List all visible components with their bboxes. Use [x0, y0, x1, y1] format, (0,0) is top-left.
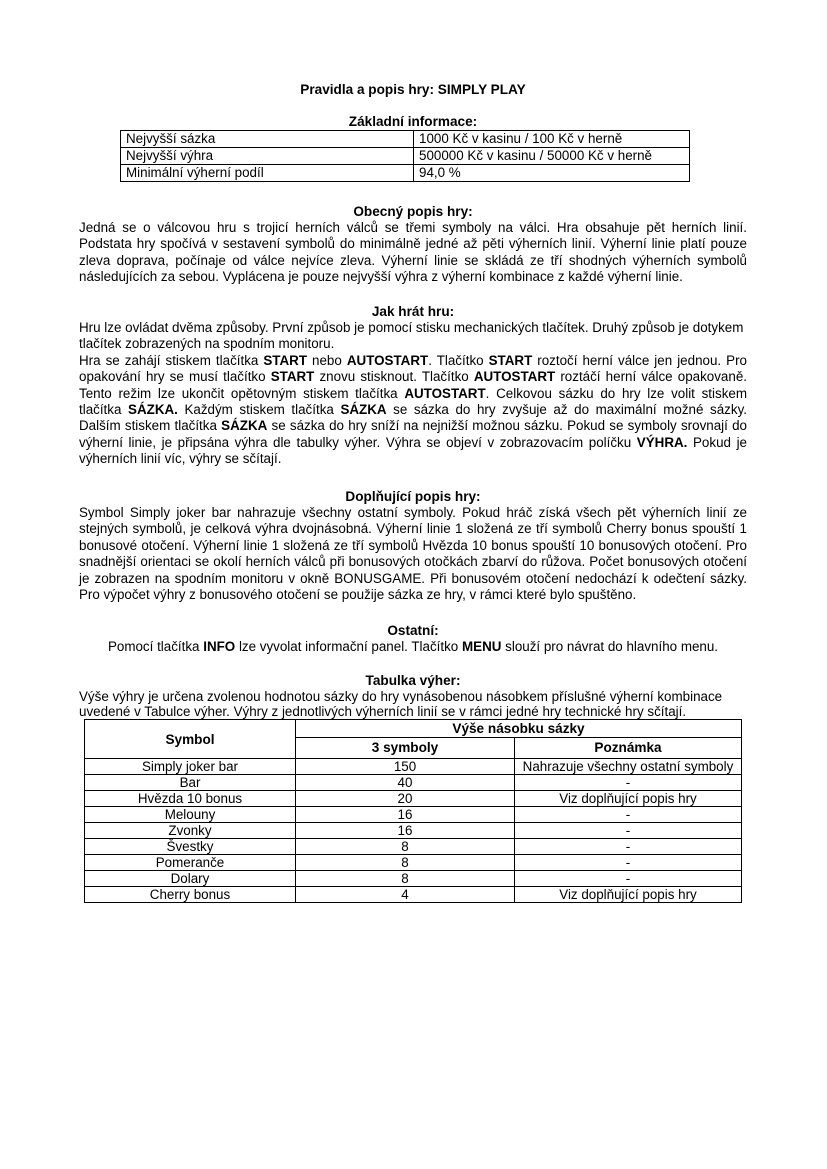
note-cell: - — [515, 839, 742, 855]
text: nebo — [307, 352, 347, 368]
multiplier-cell: 8 — [296, 855, 515, 871]
note-cell: Viz doplňující popis hry — [515, 887, 742, 903]
text: Hra se zahájí stiskem tlačítka — [79, 352, 264, 368]
text: roztáčí herní válce opakovaně. Tento režim lze ukončit opětovným stiskem tlačítka — [79, 369, 747, 401]
table-row — [85, 887, 742, 903]
note-cell: - — [515, 775, 742, 791]
table-row — [85, 871, 742, 887]
symbol-cell: Melouny — [85, 807, 296, 823]
table-row — [85, 839, 742, 855]
table-row — [85, 855, 742, 871]
how-to-play-paragraph-2 — [79, 353, 747, 468]
how-to-play-heading: Jak hrát hru: — [371, 304, 455, 319]
table-row — [85, 807, 742, 823]
note-cell: Viz doplňující popis hry — [515, 791, 742, 807]
document-title: Pravidla a popis hry: SIMPLY PLAY — [300, 82, 526, 97]
supplementary-section — [79, 489, 747, 603]
general-text: Jedná se o válcovou hru s trojicí herních válců se třemi symboly na válci. Hra obsahuje pět herních linií. Podstata hry spočívá v sestavení symbolů do minimálně jedné až pěti výherních linií. Výherní linie platí pouze zleva doprava, počínaje od válce nejvíce zleva. Výherní linie se skládá ze tří shodných výherních symbolů následujících za sebou. Vyplácena je pouze nejvyšší výhra z výherní kombinace z každé výherní linie. — [79, 220, 747, 285]
symbol-cell: Švestky — [85, 839, 296, 855]
info-keyword: INFO — [203, 639, 236, 654]
symbol-cell: Bar — [85, 775, 296, 791]
autostart-keyword: AUTOSTART — [404, 385, 486, 401]
multiplier-cell: 8 — [296, 839, 515, 855]
sazka-keyword: SÁZKA — [340, 402, 387, 418]
sazka-keyword: SÁZKA — [221, 418, 268, 434]
info-value: 1000 Kč v kasinu / 100 Kč v herně — [414, 131, 690, 148]
multiplier-cell: 16 — [296, 823, 515, 839]
table-row — [85, 791, 742, 807]
supplementary-heading: Doplňující popis hry: — [345, 489, 481, 504]
info-value: 94,0 % — [414, 165, 690, 182]
note-cell: - — [515, 807, 742, 823]
symbol-cell: Hvězda 10 bonus — [85, 791, 296, 807]
multiplier-cell: 4 — [296, 887, 515, 903]
symbol-cell: Simply joker bar — [85, 759, 296, 775]
text: znovu stisknout. Tlačítko — [314, 369, 474, 385]
vyhra-keyword: VÝHRA. — [636, 434, 688, 450]
menu-keyword: MENU — [461, 639, 502, 654]
general-section — [79, 204, 747, 286]
text: roztočí herní válce jen jednou. Pro opakování hry se musí tlačítko — [79, 352, 747, 385]
sazka-keyword: SÁZKA. — [128, 402, 178, 418]
table-row — [121, 148, 690, 165]
column-header-symbol: Symbol — [85, 720, 296, 759]
table-row — [121, 165, 690, 182]
autostart-keyword: AUTOSTART — [346, 352, 429, 368]
symbol-cell: Cherry bonus — [85, 887, 296, 903]
note-cell: - — [515, 871, 742, 887]
start-keyword: START — [488, 352, 533, 368]
symbol-cell: Zvonky — [85, 823, 296, 839]
info-value: 500000 Kč v kasinu / 50000 Kč v herně — [414, 148, 690, 165]
info-label: Nejvyšší sázka — [121, 131, 414, 148]
text: lze vyvolat informační panel. Tlačítko — [235, 639, 462, 654]
general-heading: Obecný popis hry: — [353, 204, 473, 219]
other-text — [79, 639, 747, 655]
table-row — [85, 823, 742, 839]
note-cell: - — [515, 823, 742, 839]
other-heading: Ostatní: — [387, 623, 439, 638]
column-header-note: Poznámka — [515, 738, 742, 759]
symbol-cell: Pomeranče — [85, 855, 296, 871]
column-header-three-symbols: 3 symboly — [296, 738, 515, 759]
text: se sázka do hry sníží na nejnižší možnou sázku. Pokud se symboly srovnají do výherní linie, je připsána výhra dle tabulky výher. Výhra se objeví v zobrazovacím políčku — [79, 418, 747, 450]
other-section — [79, 623, 747, 655]
how-to-play-paragraph-1: Hru lze ovládat dvěma způsoby. První způsob je pomocí stisku mechanických tlačítek. Druhý způsob je dotykem tlačítek zobrazených na spodním monitoru. — [79, 320, 744, 352]
info-label: Minimální výherní podíl — [121, 165, 414, 182]
multiplier-cell: 16 — [296, 807, 515, 823]
multiplier-cell: 20 — [296, 791, 515, 807]
paytable-table — [84, 719, 742, 903]
info-label: Nejvyšší výhra — [121, 148, 414, 165]
note-cell: - — [515, 855, 742, 871]
table-row — [85, 775, 742, 791]
basic-info-table — [120, 130, 690, 182]
table-row — [85, 759, 742, 775]
paytable-intro: Výše výhry je určena zvolenou hodnotou sázky do hry vynásobenou násobkem příslušné výherní kombinace uvedené v Tabulce výher. Výhry z jednotlivých výherních linií se v rámci jedné hry technické hry sčítají. — [79, 689, 723, 719]
basic-info-section — [79, 114, 747, 182]
how-to-play-section — [79, 304, 747, 468]
autostart-keyword: AUTOSTART — [473, 369, 556, 385]
start-keyword: START — [270, 369, 315, 385]
text: . Tlačítko — [428, 352, 489, 368]
text: se sázka do hry zvyšuje až do maximální možné sázky. Dalším stiskem tlačítka — [79, 402, 747, 434]
symbol-cell: Dolary — [85, 871, 296, 887]
paytable-section — [79, 673, 747, 903]
note-cell: Nahrazuje všechny ostatní symboly — [515, 759, 742, 775]
multiplier-cell: 40 — [296, 775, 515, 791]
paytable-heading: Tabulka výher: — [365, 673, 461, 688]
text: Pomocí tlačítka — [107, 639, 204, 654]
multiplier-cell: 150 — [296, 759, 515, 775]
text: Každým stiskem tlačítka — [177, 402, 341, 418]
basic-info-heading: Základní informace: — [348, 114, 478, 129]
multiplier-cell: 8 — [296, 871, 515, 887]
text: Pokud je výherních linií víc, výhry se sčítají. — [79, 434, 747, 467]
column-header-group: Výše násobku sázky — [296, 720, 742, 738]
supplementary-text: Symbol Simply joker bar nahrazuje všechny ostatní symboly. Pokud hráč získá všech pět výherních linií ze stejných symbolů, je celková výhra dvojnásobná. Výherní linie 1 složená ze tří symbolů Cherry bonus spouští 1 bonusové otočení. Výherní linie 1 složená ze tří symbolů Hvězda 10 bonus spouští 10 bonusových otočení. Pro snadnější orientaci se okolí herních válců při bonusových otočkách zbarví do růžova. Počet bonusových otočení je zobrazen na spodním monitoru v okně BONUSGAME. Při bonusovém otočení nedochází k odečtení sázky. Pro výpočet výhry z bonusového otočení se použije sázka ze hry, v rámci které bylo spuštěno. — [79, 505, 747, 603]
table-row — [121, 131, 690, 148]
table-header-row — [85, 720, 742, 738]
text: . Celkovou sázku do hry lze volit stiskem tlačítka — [79, 385, 747, 418]
text: slouží pro návrat do hlavního menu. — [501, 639, 719, 654]
start-keyword: START — [263, 352, 308, 368]
